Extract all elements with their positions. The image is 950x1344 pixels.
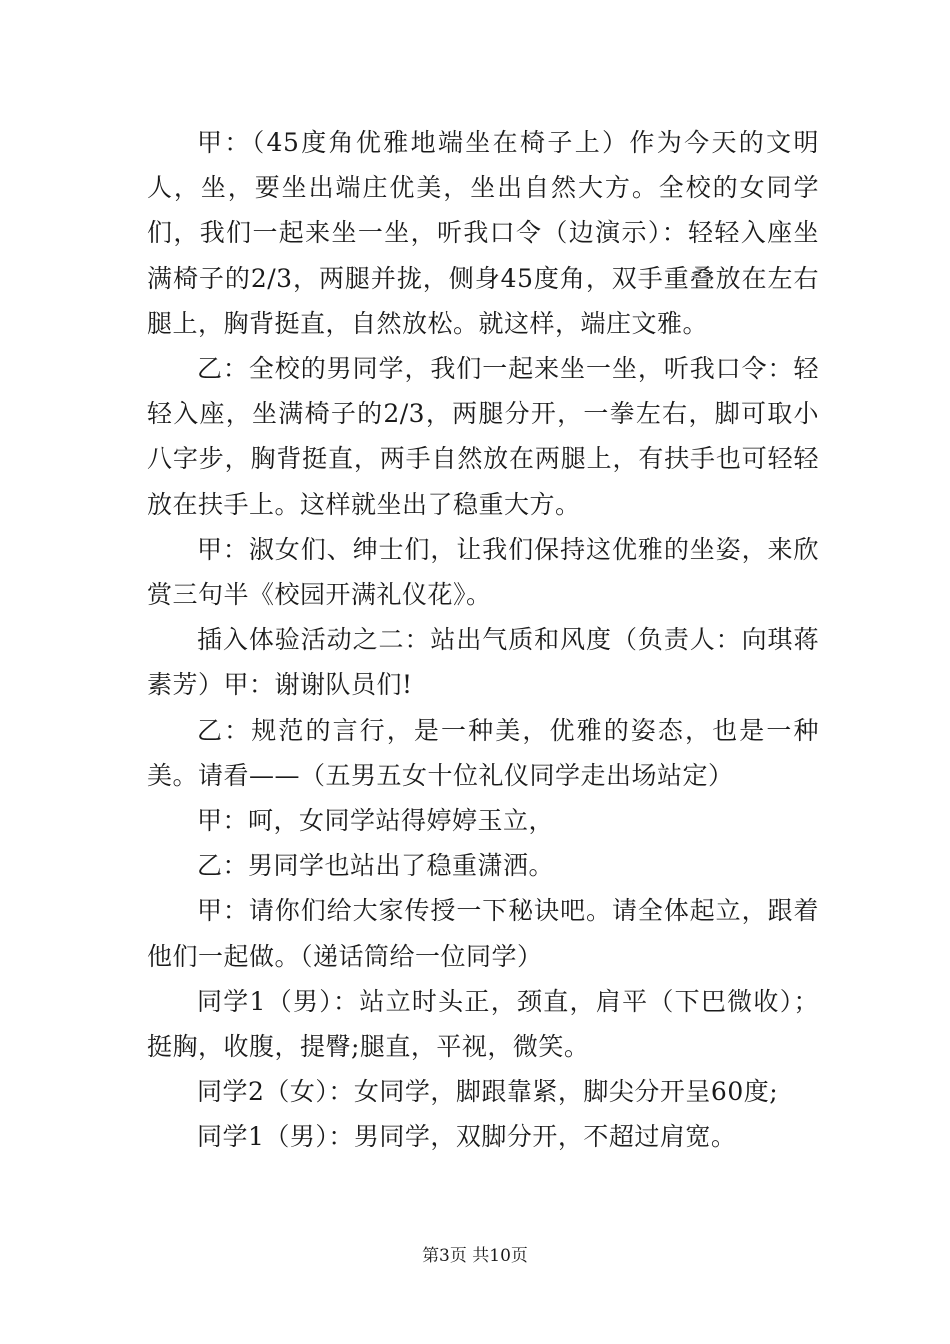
paragraph: 乙：规范的言行，是一种美，优雅的姿态，也是一种美。请看——（五男五女十位礼仪同学走出场站定） bbox=[147, 715, 819, 790]
paragraph: 甲：淑女们、绅士们，让我们保持这优雅的坐姿，来欣赏三句半《校园开满礼仪花》。 bbox=[147, 534, 819, 610]
paragraph: 甲：请你们给大家传授一下秘诀吧。请全体起立，跟着他们一起做。（递话筒给一位同学） bbox=[147, 896, 819, 971]
page-number: 第3页 共10页 bbox=[422, 1246, 528, 1266]
body-text bbox=[147, 120, 819, 1160]
paragraph: 甲：呵，女同学站得婷婷玉立， bbox=[197, 806, 555, 836]
paragraph: 同学1（男）：男同学，双脚分开，不超过肩宽。 bbox=[197, 1122, 737, 1152]
page-footer bbox=[0, 1241, 950, 1266]
paragraph: 同学1（男）：站立时头正，颈直，肩平（下巴微收）；挺胸，收腹，提臀;腿直，平视，微笑。 bbox=[147, 986, 819, 1062]
paragraph: 乙：全校的男同学，我们一起来坐一坐，听我口令：轻轻入座，坐满椅子的2/3，两腿分开，一拳左右，脚可取小八字步，胸背挺直，两手自然放在两腿上，有扶手也可轻轻放在扶手上。这样就坐出了稳重大方。 bbox=[147, 354, 819, 519]
paragraph: 插入体验活动之二：站出气质和风度（负责人：向琪蒋素芳）甲：谢谢队员们! bbox=[147, 625, 819, 700]
paragraph: 乙：男同学也站出了稳重潇洒。 bbox=[197, 851, 555, 881]
paragraph: 甲：（45度角优雅地端坐在椅子上）作为今天的文明人，坐，要坐出端庄优美，坐出自然大方。全校的女同学们，我们一起来坐一坐，听我口令（边演示）：轻轻入座坐满椅子的2/3，两腿并拢，侧身45度角，双手重叠放在左右腿上，胸背挺直，自然放松。就这样，端庄文雅。 bbox=[147, 128, 819, 338]
paragraph: 同学2（女）：女同学，脚跟靠紧，脚尖分开呈60度; bbox=[197, 1077, 779, 1107]
